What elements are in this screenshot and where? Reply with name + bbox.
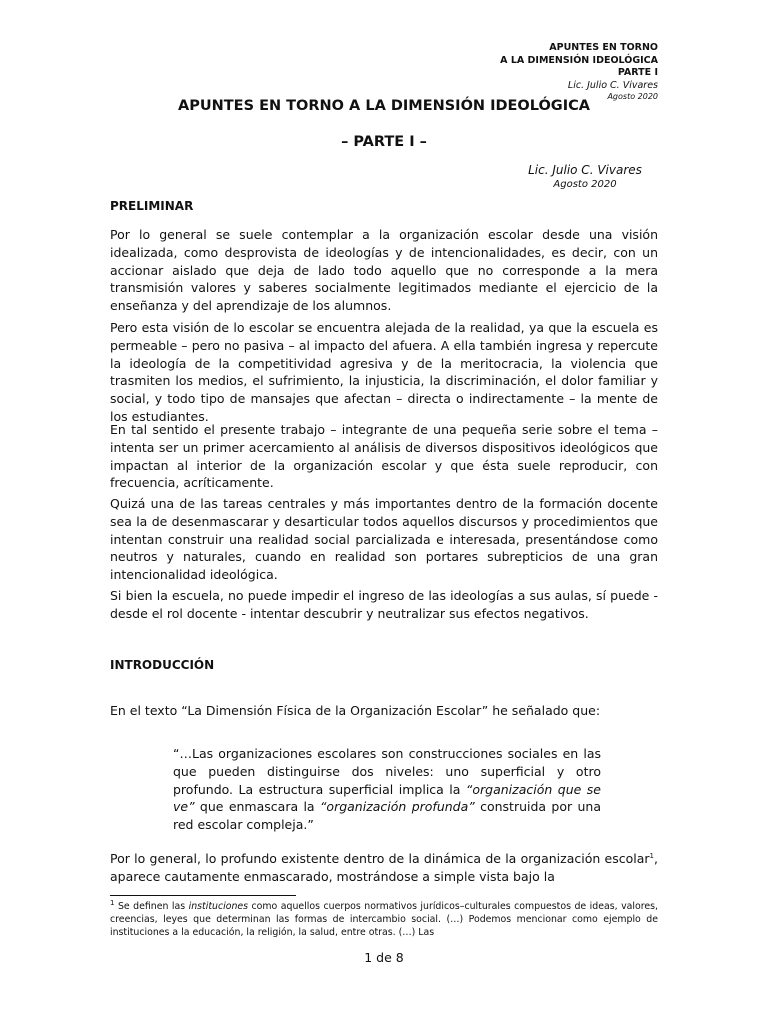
paragraph-introduccion-2	[110, 850, 658, 886]
byline	[490, 162, 680, 191]
paragraph-introduccion-1: En el texto “La Dimensión Física de la Organización Escolar” he señalado que:	[110, 703, 601, 718]
footnote-reference[interactable]: 1	[649, 851, 655, 860]
byline-author: Lic. Julio C. Vivares	[528, 163, 642, 177]
paragraph-preliminar-1: Por lo general se suele contemplar a la organización escolar desde una visión idealizada, como desprovista de ideologías y de intencionalidades, es decir, con un accionar aislado que deja de lado todo aquello que no corresponde a la mera transmisión valores y saberes socialmente legitimados mediante el ejercicio de la enseñanza y del aprendizaje de los alumnos.	[110, 227, 658, 314]
footnote-divider	[110, 895, 296, 896]
page-number: 1 de 8	[364, 950, 404, 965]
paragraph-preliminar-2: Pero esta visión de lo escolar se encuentra alejada de la realidad, ya que la escuela es permeable – pero no pasiva – al impacto del afuera. A ella también ingresa y repercute la ideología de la competitividad agresiva y de la meritocracia, la violencia que trasmiten los medios, el sufrimiento, la injusticia, la discriminación, el dolor familiar y social, y todo tipo de mansajes que afectan – directa o indirectamente – la mente de los estudiantes.	[110, 320, 658, 424]
paragraph-preliminar-5: Si bien la escuela, no puede impedir el ingreso de las ideologías a sus aulas, sí puede - desde el rol docente - intentar descubrir y neutralizar sus efectos negativos.	[110, 588, 658, 621]
byline-date: Agosto 2020	[553, 179, 617, 190]
footnote-number: 1	[110, 898, 115, 907]
quote-italic-2: “organización profunda”	[319, 799, 475, 815]
running-header	[500, 42, 658, 102]
running-header-line1: APUNTES EN TORNO	[549, 42, 658, 53]
section-heading-introduccion: INTRODUCCIÓN	[110, 658, 215, 672]
paragraph-text-before: Por lo general, lo profundo existente dentro de la dinámica de la organización escolar	[110, 851, 650, 866]
document-title: APUNTES EN TORNO A LA DIMENSIÓN IDEOLÓGICA	[178, 98, 590, 114]
paragraph-preliminar-3: En tal sentido el presente trabajo – integrante de una pequeña serie sobre el tema – intenta ser un primer acercamiento al análisis de diversos dispositivos ideológicos que impactan al interior de la organización escolar y que ésta suele reproducir, con frecuencia, acríticamente.	[110, 422, 658, 491]
block-quote	[173, 745, 601, 834]
running-header-author: Lic. Julio C. Vivares	[567, 79, 658, 91]
quote-text-2: que enmascara la	[194, 799, 320, 815]
footnote-italic: instituciones	[188, 901, 249, 912]
paragraph-text-after: , aparece cautamente enmascarado, mostrándose a simple vista bajo la	[110, 851, 658, 884]
running-header-date: Agosto 2020	[607, 92, 658, 101]
footnote	[110, 900, 658, 939]
footnote-text-after: como aquellos cuerpos normativos jurídicos–culturales compuestos de ideas, valores, creencias, leyes que determinan las formas de intercambio social. (…) Podemos mencionar como ejemplo de instituciones a la educación, la religión, la salud, entre otras. (…) Las	[110, 901, 658, 938]
running-header-line3: PARTE I	[617, 67, 658, 78]
section-heading-preliminar: PRELIMINAR	[110, 199, 194, 213]
quote-text-3: construida por una red escolar compleja.”	[173, 799, 601, 833]
document-part: – PARTE I –	[341, 134, 427, 150]
paragraph-preliminar-4: Quizá una de las tareas centrales y más importantes dentro de la formación docente sea la de desenmascarar y desarticular todos aquellos discursos y procedimientos que intentan construir una realidad social parcializada e interesada, presentándose como neutros y naturales, cuando en realidad son portares subrepticios de una gran intencionalidad ideológica.	[110, 496, 658, 583]
footnote-text-before: Se definen las	[114, 901, 189, 912]
quote-italic-1: “organización que se ve”	[173, 781, 601, 815]
running-header-line2: A LA DIMENSIÓN IDEOLÓGICA	[500, 54, 658, 66]
quote-text-1: “…Las organizaciones escolares son construcciones sociales en las que pueden distinguirse dos niveles: uno superficial y otro profundo. La estructura superficial implica la	[173, 746, 601, 797]
